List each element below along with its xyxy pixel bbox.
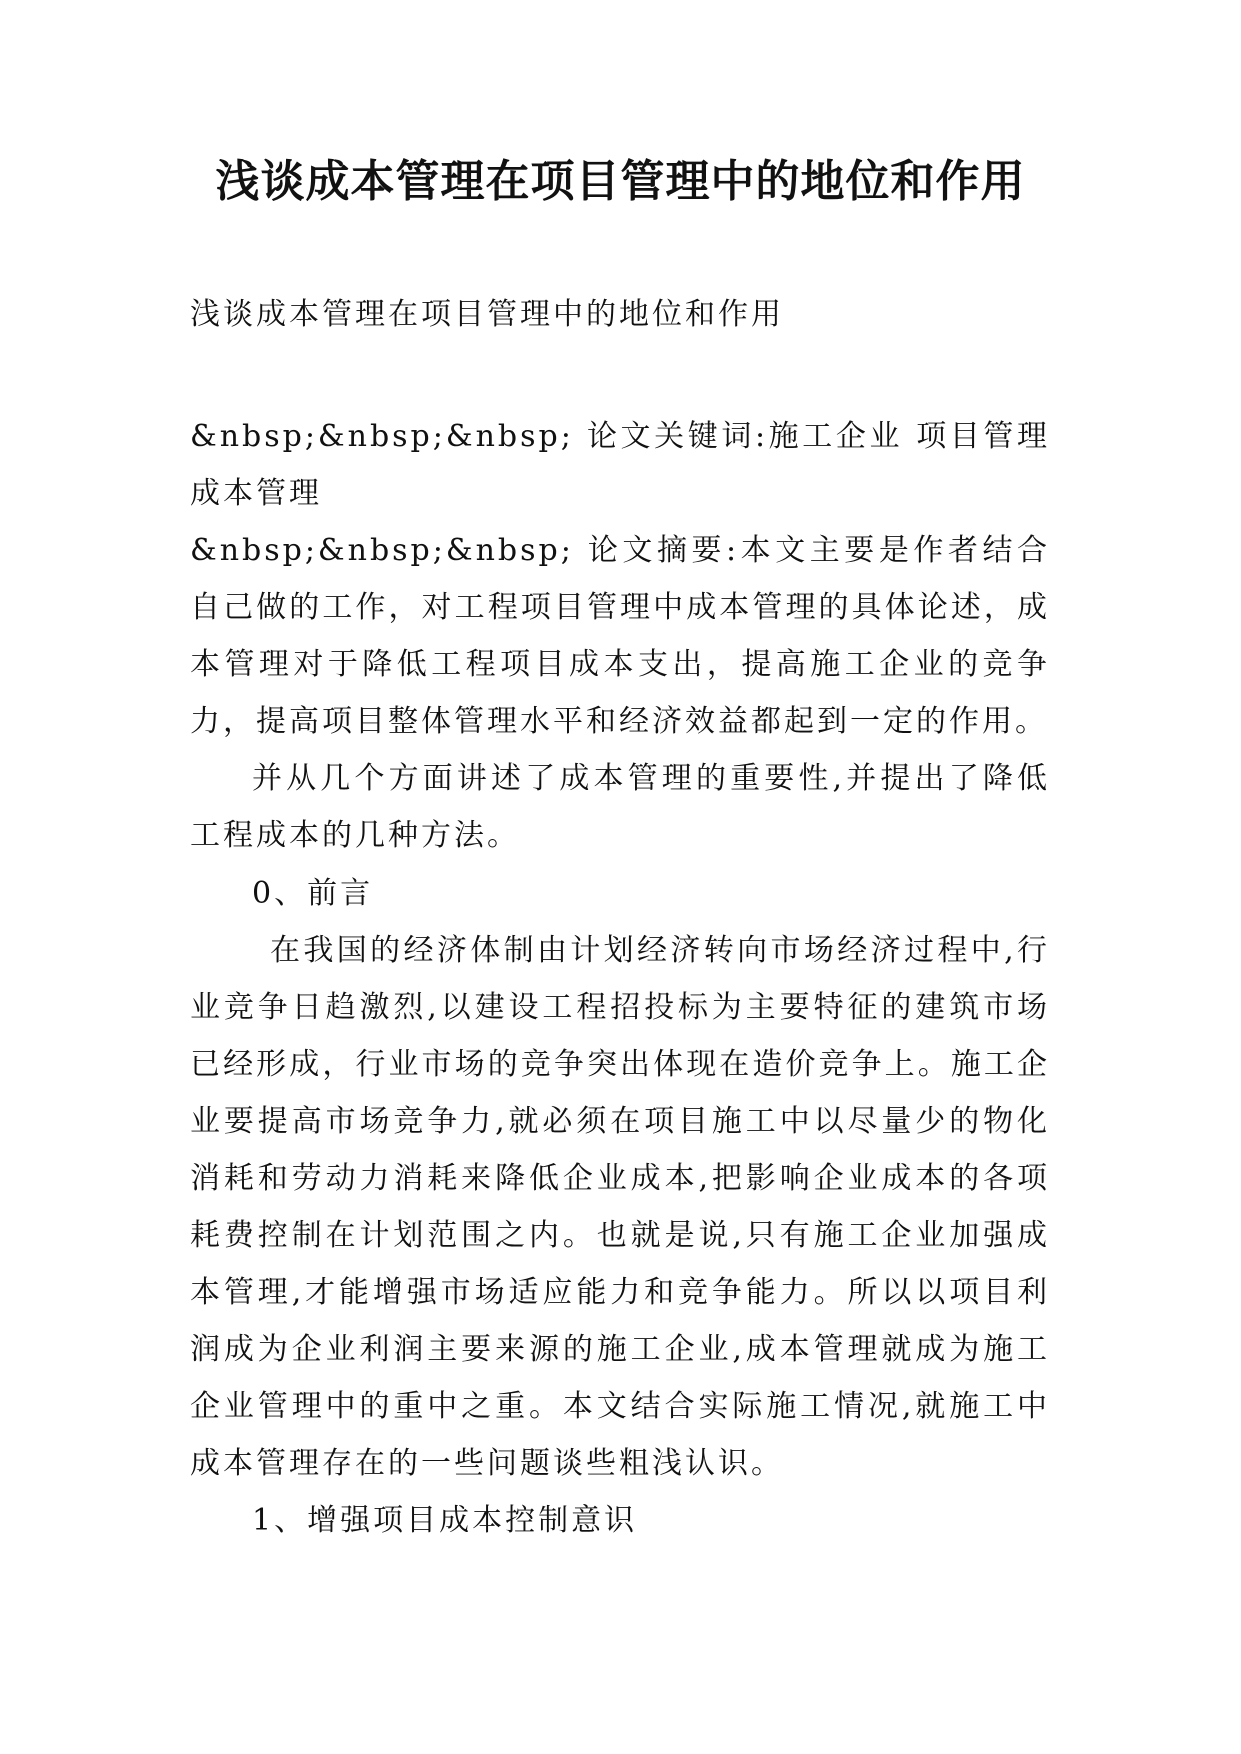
document-subtitle: 浅谈成本管理在项目管理中的地位和作用 — [190, 297, 784, 332]
abstract-continued-paragraph: 并从几个方面讲述了成本管理的重要性,并提出了降低工程成本的几种方法。 — [190, 761, 1050, 853]
keywords-paragraph: &nbsp;&nbsp;&nbsp; 论文关键词:施工企业 项目管理 成本管理 — [190, 419, 1050, 511]
abstract-paragraph: &nbsp;&nbsp;&nbsp; 论文摘要:本文主要是作者结合自己做的工作，对工程项目管理中成本管理的具体论述，成本管理对于降低工程项目成本支出，提高施工企业的竞争力，提高项目整体管理水平和经济效益都起到一定的作用。 — [190, 533, 1050, 739]
preface-heading: 0、前言 — [252, 876, 374, 911]
section-1-heading: 1、增强项目成本控制意识 — [252, 1503, 638, 1538]
document-title: 浅谈成本管理在项目管理中的地位和作用 — [215, 156, 1026, 207]
preface-paragraph: 在我国的经济体制由计划经济转向市场经济过程中,行业竞争日趋激烈,以建设工程招投标为主要特征的建筑市场已经形成，行业市场的竞争突出体现在造价竞争上。施工企业要提高市场竞争力,就必须在项目施工中以尽量少的物化消耗和劳动力消耗来降低企业成本,把影响企业成本的各项耗费控制在计划范围之内。也就是说,只有施工企业加强成本管理,才能增强市场适应能力和竞争能力。所以以项目利润成为企业利润主要来源的施工企业,成本管理就成为施工企业管理中的重中之重。本文结合实际施工情况,就施工中成本管理存在的一些问题谈些粗浅认识。 — [190, 933, 1050, 1481]
